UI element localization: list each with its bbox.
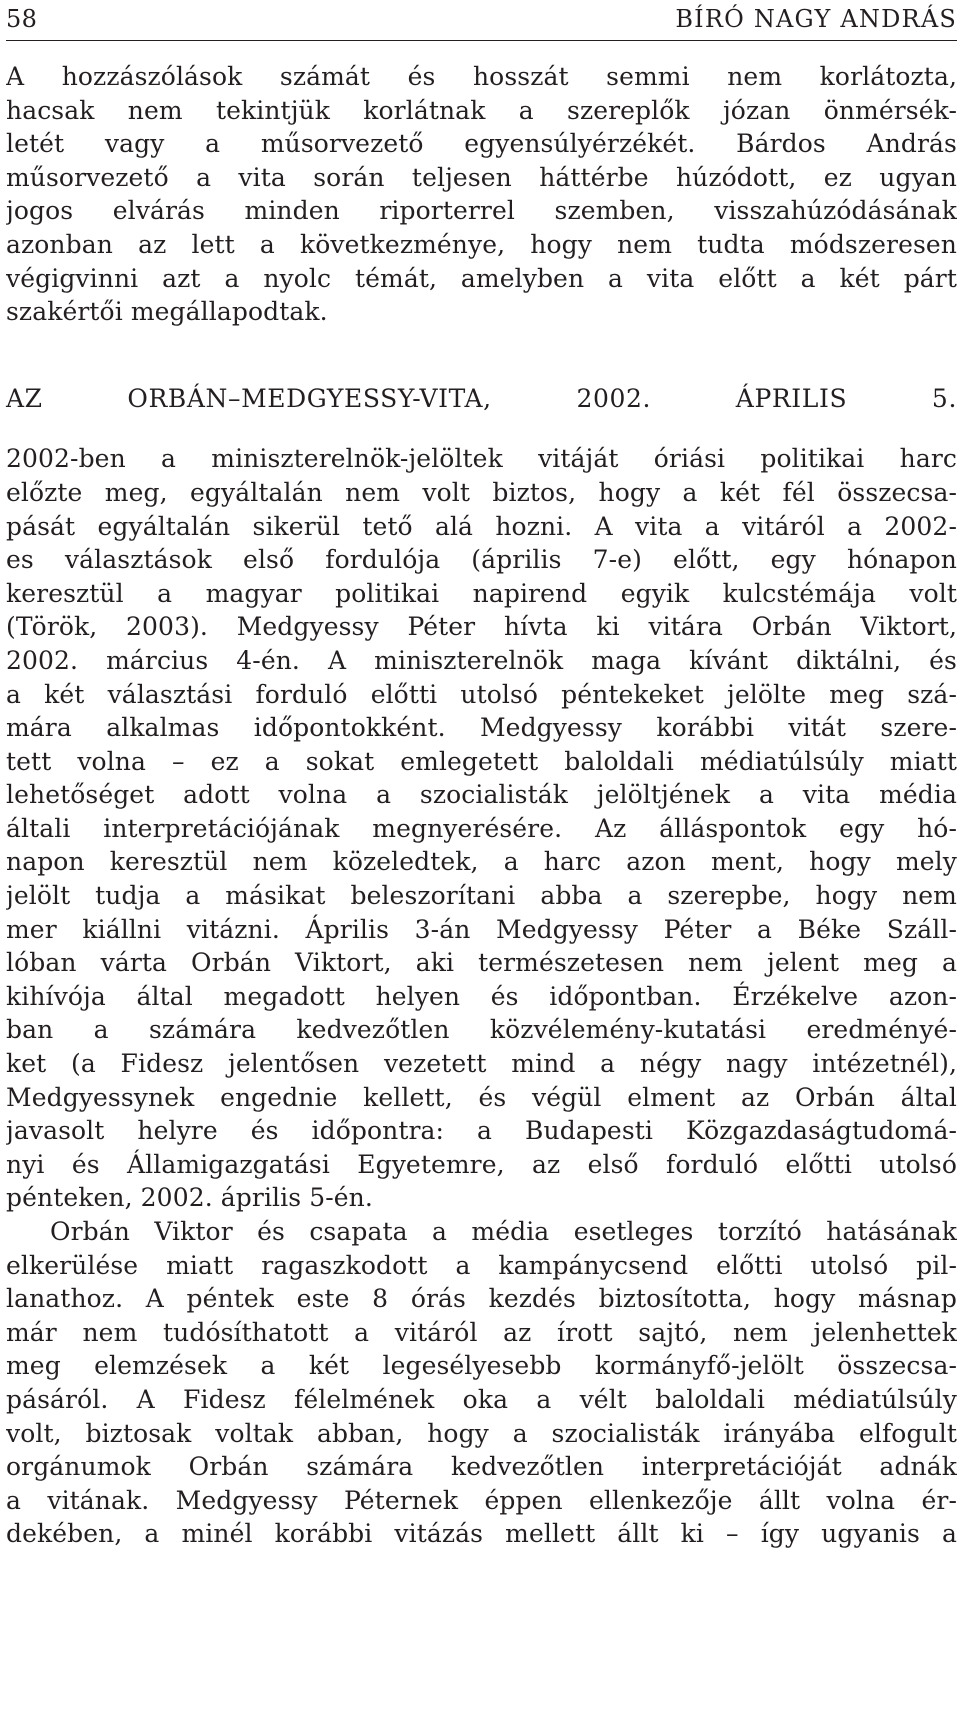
running-head-author: BÍRÓ NAGY ANDRÁS bbox=[675, 5, 957, 33]
text-line: pásáról. A Fidesz félelmének oka a vélt baloldali médiatúlsúly bbox=[6, 1384, 957, 1414]
text-line: mer kiállni vitázni. Április 3-án Medgyessy Péter a Béke Száll- bbox=[6, 914, 957, 944]
text-line: lanathoz. A péntek este 8 órás kezdés biztosította, hogy másnap bbox=[6, 1284, 957, 1314]
text-line: tett volna – ez a sokat emlegetett baloldali médiatúlsúly miatt bbox=[6, 746, 957, 776]
text-line: általi interpretációjának megnyerésére. Az álláspontok egy hó- bbox=[6, 813, 957, 843]
text-line: végigvinni azt a nyolc témát, amelyben a vita előtt a két párt bbox=[6, 263, 957, 293]
text-line: volt, biztosak voltak abban, hogy a szocialisták irányába elfogult bbox=[6, 1418, 957, 1448]
text-line: 2002. március 4-én. A miniszterelnök maga kívánt diktálni, és bbox=[6, 645, 957, 675]
text-line: ket (a Fidesz jelentősen vezetett mind a négy nagy intézetnél), bbox=[6, 1049, 957, 1079]
section-heading: AZ ORBÁN–MEDGYESSY-VITA, 2002. ÁPRILIS 5. bbox=[6, 383, 957, 413]
text-line: kihívója által megadott helyen és időpontban. Érzékelve azon- bbox=[6, 981, 957, 1011]
text-line: szakértői megállapodtak. bbox=[6, 297, 328, 327]
text-line: Medgyessynek engednie kellett, és végül elment az Orbán által bbox=[6, 1082, 957, 1112]
text-line: letét vagy a műsorvezető egyensúlyérzékét. Bárdos András bbox=[6, 129, 957, 159]
text-line: jelölt tudja a másikat beleszorítani abba a szerepbe, hogy nem bbox=[6, 881, 957, 911]
text-line: jogos elvárás minden riporterrel szemben, visszahúzódásának bbox=[6, 196, 957, 226]
text-line: a vitának. Medgyessy Péternek éppen ellenkezője állt volna ér- bbox=[6, 1485, 957, 1515]
running-head bbox=[6, 0, 957, 41]
text-line: pását egyáltalán sikerül tető alá hozni. A vita a vitáról a 2002- bbox=[6, 511, 957, 541]
text-line: nyi és Államigazgatási Egyetemre, az első forduló előtti utolsó bbox=[6, 1149, 957, 1179]
text-line: napon keresztül nem közeledtek, a harc azon ment, hogy mely bbox=[6, 847, 957, 877]
text-line: ban a számára kedvezőtlen közvélemény-kutatási eredményé- bbox=[6, 1015, 957, 1045]
text-line: hacsak nem tekintjük korlátnak a szereplők józan önmérsék- bbox=[6, 95, 957, 125]
body-text bbox=[6, 60, 957, 1551]
text-line: a két választási forduló előtti utolsó péntekeket jelölte meg szá- bbox=[6, 679, 957, 709]
text-line: dekében, a minél korábbi vitázás mellett állt ki – így ugyanis a bbox=[6, 1519, 957, 1549]
text-line: már nem tudósíthatott a vitáról az írott sajtó, nem jelenhettek bbox=[6, 1317, 957, 1347]
text-line: orgánumok Orbán számára kedvezőtlen interpretációját adnák bbox=[6, 1452, 957, 1482]
text-line: műsorvezető a vita során teljesen háttérbe húzódott, ez ugyan bbox=[6, 162, 957, 192]
book-page bbox=[6, 0, 957, 1551]
text-line: lehetőséget adott volna a szocialisták jelöltjének a vita média bbox=[6, 780, 957, 810]
text-line: mára alkalmas időpontokként. Medgyessy korábbi vitát szere- bbox=[6, 713, 957, 743]
text-line: javasolt helyre és időpontra: a Budapesti Közgazdaságtudomá- bbox=[6, 1116, 957, 1146]
text-line: Orbán Viktor és csapata a média esetleges torzító hatásának bbox=[50, 1217, 957, 1246]
paragraph bbox=[6, 442, 957, 1215]
text-line: pénteken, 2002. április 5-én. bbox=[6, 1183, 373, 1213]
text-line: meg elemzések a két legesélyesebb kormányfő-jelölt összecsa- bbox=[6, 1351, 957, 1381]
text-line: lóban várta Orbán Viktort, aki természetesen nem jelent meg a bbox=[6, 948, 957, 978]
paragraph bbox=[6, 1215, 957, 1551]
text-line: elkerülése miatt ragaszkodott a kampánycsend előtti utolsó pil- bbox=[6, 1250, 957, 1280]
text-line: 2002-ben a miniszterelnök-jelöltek vitáját óriási politikai harc bbox=[6, 444, 957, 474]
text-line: A hozzászólások számát és hosszát semmi nem korlátozta, bbox=[6, 62, 957, 91]
text-line: keresztül a magyar politikai napirend egyik kulcstémája volt bbox=[6, 578, 957, 608]
paragraph bbox=[6, 60, 957, 329]
text-line: es választások első fordulója (április 7-e) előtt, egy hónapon bbox=[6, 545, 957, 575]
text-line: (Török, 2003). Medgyessy Péter hívta ki vitára Orbán Viktort, bbox=[6, 612, 957, 642]
text-line: előzte meg, egyáltalán nem volt biztos, hogy a két fél összecsa- bbox=[6, 477, 957, 507]
text-line: azonban az lett a következménye, hogy nem tudta módszeresen bbox=[6, 229, 957, 259]
page-number: 58 bbox=[6, 5, 38, 33]
